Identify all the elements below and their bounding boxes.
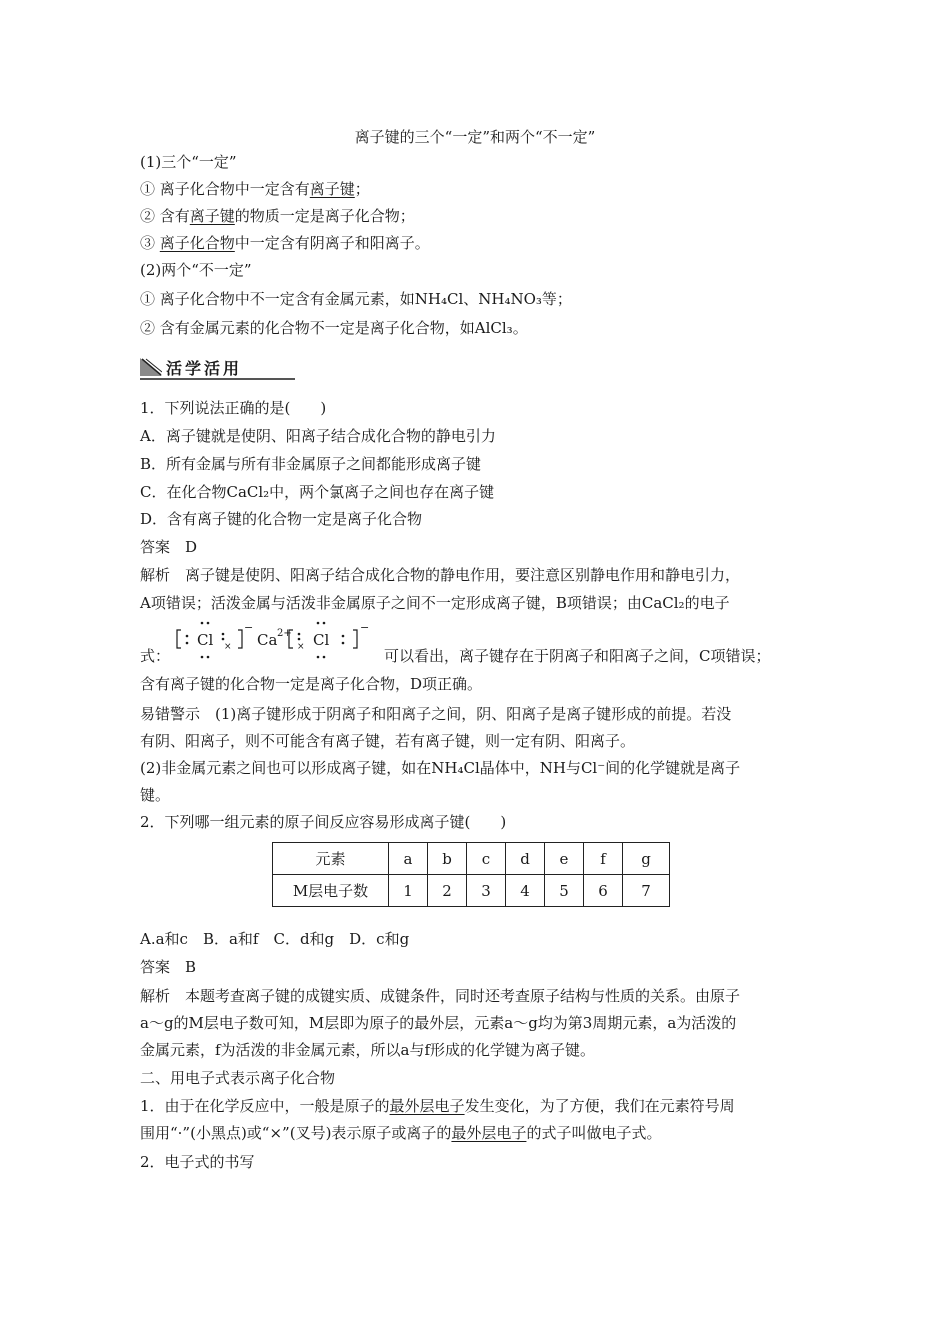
ca-symbol: Ca bbox=[257, 631, 278, 649]
text: 围用“·”(小黑点)或“×”(叉号)表示原子或离子的 bbox=[140, 1124, 452, 1142]
table-cell: 1 bbox=[389, 875, 428, 907]
table-cell: 元素 bbox=[273, 843, 389, 875]
section-two-uncertain: (2)两个“不一定” bbox=[140, 261, 252, 279]
practice-banner bbox=[140, 356, 295, 380]
q1-option-a: A．离子键就是使阴、阳离子结合成化合物的静电引力 bbox=[140, 427, 496, 445]
summary-title: 离子键的三个“一定”和两个“不一定” bbox=[354, 128, 596, 146]
q2-options: A.a和c B．a和f C．d和g D．c和g bbox=[140, 930, 410, 948]
cl-symbol-right: Cl bbox=[313, 631, 330, 649]
uncertain-item-1: ① 离子化合物中不一定含有金属元素，如NH₄Cl、NH₄NO₃等； bbox=[140, 290, 572, 308]
table-cell: e bbox=[545, 843, 584, 875]
table-cell: f bbox=[584, 843, 623, 875]
cl-symbol-left: Cl bbox=[197, 631, 214, 649]
text: 1．由于在化学反应中，一般是原子的 bbox=[140, 1097, 390, 1115]
text: 中一定含有阴离子和阳离子。 bbox=[234, 234, 430, 252]
q2-explanation-line2: a～g的M层电子数可知，M层即为原子的最外层，元素a～g均为第3周期元素，a为活泼的 bbox=[140, 1014, 737, 1032]
q2-stem: 2．下列哪一组元素的原子间反应容易形成离子键( ) bbox=[140, 813, 507, 831]
uncertain-item-2: ② 含有金属元素的化合物不一定是离子化合物，如AlCl₃。 bbox=[140, 319, 528, 337]
table-cell: d bbox=[506, 843, 545, 875]
certain-item-2 bbox=[140, 206, 415, 226]
table-cell: b bbox=[428, 843, 467, 875]
banner-rule bbox=[140, 378, 295, 380]
q1-explanation-line2: A项错误；活泼金属与活泼非金属原子之间不一定形成离子键，B项错误；由CaCl₂的电子 bbox=[140, 594, 730, 612]
banner-triangle-icon bbox=[140, 358, 162, 376]
banner-label: 活学活用 bbox=[166, 359, 243, 378]
part2-para1-line1 bbox=[140, 1096, 735, 1116]
q1-warning-line1: 易错警示 (1)离子键形成于阴离子和阳离子之间，阴、阳离子是离子键形成的前提。若没 bbox=[140, 705, 732, 723]
q1-answer: 答案 D bbox=[140, 538, 198, 556]
text: ② 含有 bbox=[140, 207, 190, 225]
text: 的式子叫做电子式。 bbox=[526, 1124, 662, 1142]
text: 的物质一定是离子化合物； bbox=[234, 207, 415, 225]
table-cell: M层电子数 bbox=[273, 875, 389, 907]
underlined-term: 最外层电子 bbox=[389, 1097, 465, 1115]
table-cell: a bbox=[389, 843, 428, 875]
table-header-row bbox=[273, 843, 670, 875]
text: ； bbox=[354, 180, 370, 198]
section-three-certain: (1)三个“一定” bbox=[140, 153, 237, 171]
certain-item-3 bbox=[140, 233, 430, 253]
table-cell: c bbox=[467, 843, 506, 875]
q2-explanation-line3: 金属元素，f为活泼的非金属元素，所以a与f形成的化学键为离子键。 bbox=[140, 1041, 596, 1059]
underlined-term: 最外层电子 bbox=[451, 1124, 527, 1142]
q1-explanation-line3: 可以看出，离子键存在于阴离子和阳离子之间，C项错误； bbox=[384, 647, 771, 665]
underlined-term: 离子化合物 bbox=[159, 234, 235, 252]
q1-stem: 1．下列说法正确的是( ) bbox=[140, 399, 327, 417]
svg-text:×: × bbox=[297, 642, 305, 652]
part2-heading: 二、用电子式表示离子化合物 bbox=[140, 1069, 336, 1087]
cacl2-electron-formula bbox=[172, 614, 384, 664]
charge-minus-left: − bbox=[244, 621, 254, 634]
underlined-term: 离子键 bbox=[189, 207, 235, 225]
q2-answer: 答案 B bbox=[140, 958, 197, 976]
ca-charge: 2+ bbox=[277, 628, 292, 639]
table-cell: 4 bbox=[506, 875, 545, 907]
table-cell: 6 bbox=[584, 875, 623, 907]
text: ① 离子化合物中一定含有 bbox=[140, 180, 310, 198]
svg-text:×: × bbox=[224, 642, 232, 652]
q1-option-c: C．在化合物CaCl₂中，两个氯离子之间也存在离子键 bbox=[140, 483, 495, 501]
part2-para2: 2．电子式的书写 bbox=[140, 1153, 255, 1171]
certain-item-1 bbox=[140, 179, 370, 199]
charge-minus-right: − bbox=[360, 621, 370, 634]
table-cell: 7 bbox=[623, 875, 670, 907]
q1-explanation-prefix: 式： bbox=[140, 647, 171, 665]
q1-explanation-line4: 含有离子键的化合物一定是离子化合物，D项正确。 bbox=[140, 675, 483, 693]
part2-para1-line2 bbox=[140, 1123, 661, 1143]
q1-warning-line3: (2)非金属元素之间也可以形成离子键，如在NH₄Cl晶体中，NH与Cl⁻间的化学键就是离子 bbox=[140, 759, 741, 777]
q1-explanation-line1: 解析 离子键是使阴、阳离子结合成化合物的静电作用，要注意区别静电作用和静电引力， bbox=[140, 566, 741, 584]
table-cell: 5 bbox=[545, 875, 584, 907]
table-cell: 3 bbox=[467, 875, 506, 907]
table-cell: 2 bbox=[428, 875, 467, 907]
underlined-term: 离子键 bbox=[309, 180, 355, 198]
q1-option-d: D．含有离子键的化合物一定是离子化合物 bbox=[140, 510, 423, 528]
q2-explanation-line1: 解析 本题考查离子键的成键实质、成键条件，同时还考查原子结构与性质的关系。由原子 bbox=[140, 987, 741, 1005]
table-row bbox=[273, 875, 670, 907]
q1-warning-line2: 有阴、阳离子，则不可能含有离子键，若有离子键，则一定有阴、阳离子。 bbox=[140, 732, 636, 750]
q1-warning-line4: 键。 bbox=[140, 786, 171, 804]
text: ③ bbox=[140, 234, 160, 252]
table-cell: g bbox=[623, 843, 670, 875]
text: 发生变化，为了方便，我们在元素符号周 bbox=[464, 1097, 735, 1115]
m-shell-electron-table bbox=[272, 842, 670, 907]
q1-option-b: B．所有金属与所有非金属原子之间都能形成离子键 bbox=[140, 455, 482, 473]
